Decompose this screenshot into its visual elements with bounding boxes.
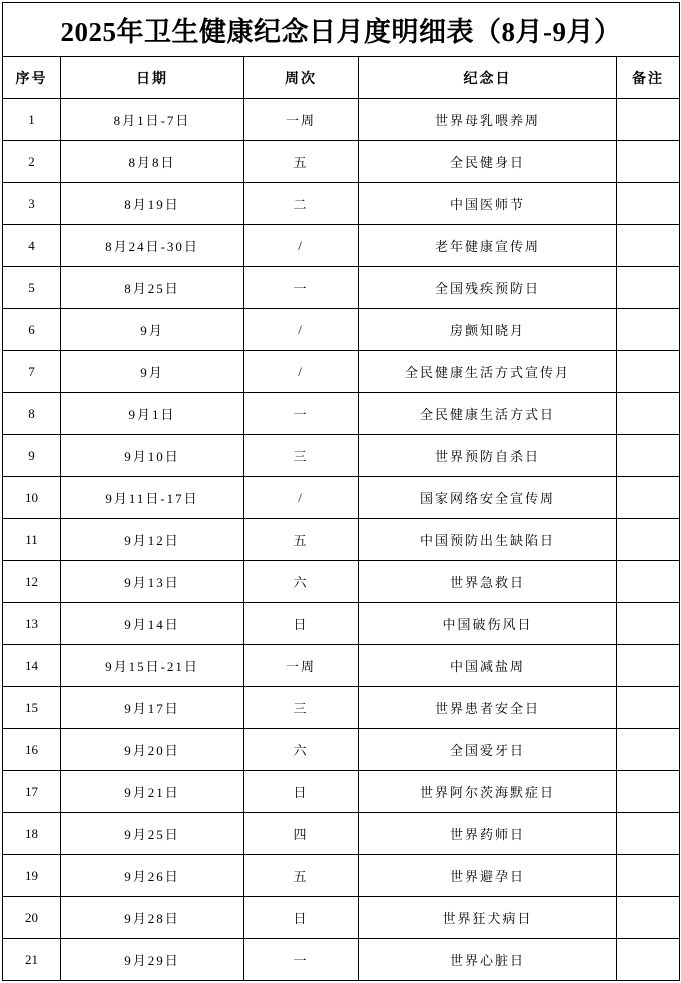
cell-event: 中国破伤风日 bbox=[359, 603, 617, 645]
cell-date: 9月28日 bbox=[61, 897, 244, 939]
cell-no: 16 bbox=[3, 729, 61, 771]
cell-event: 中国减盐周 bbox=[359, 645, 617, 687]
cell-event: 全民健身日 bbox=[359, 141, 617, 183]
cell-weekday: / bbox=[244, 225, 359, 267]
cell-no: 4 bbox=[3, 225, 61, 267]
cell-date: 9月 bbox=[61, 309, 244, 351]
cell-event: 全国残疾预防日 bbox=[359, 267, 617, 309]
cell-no: 15 bbox=[3, 687, 61, 729]
cell-weekday: 五 bbox=[244, 855, 359, 897]
cell-date: 9月29日 bbox=[61, 939, 244, 981]
cell-remark bbox=[617, 813, 680, 855]
table-row bbox=[3, 309, 680, 351]
cell-remark bbox=[617, 141, 680, 183]
cell-no: 8 bbox=[3, 393, 61, 435]
cell-remark bbox=[617, 351, 680, 393]
cell-remark bbox=[617, 561, 680, 603]
table-row bbox=[3, 519, 680, 561]
cell-date: 9月1日 bbox=[61, 393, 244, 435]
cell-remark bbox=[617, 645, 680, 687]
cell-weekday: 五 bbox=[244, 141, 359, 183]
cell-weekday: 日 bbox=[244, 771, 359, 813]
table-row bbox=[3, 729, 680, 771]
table-row bbox=[3, 561, 680, 603]
cell-date: 8月19日 bbox=[61, 183, 244, 225]
cell-weekday: 日 bbox=[244, 897, 359, 939]
column-header-remark: 备注 bbox=[617, 57, 680, 99]
cell-remark bbox=[617, 855, 680, 897]
cell-remark bbox=[617, 687, 680, 729]
column-header-date: 日期 bbox=[61, 57, 244, 99]
cell-weekday: 三 bbox=[244, 687, 359, 729]
cell-weekday: 六 bbox=[244, 729, 359, 771]
cell-weekday: 一周 bbox=[244, 645, 359, 687]
header-row bbox=[3, 57, 680, 99]
cell-weekday: / bbox=[244, 351, 359, 393]
cell-remark bbox=[617, 183, 680, 225]
table-body bbox=[3, 99, 680, 981]
cell-date: 9月14日 bbox=[61, 603, 244, 645]
cell-no: 12 bbox=[3, 561, 61, 603]
cell-no: 2 bbox=[3, 141, 61, 183]
table-row bbox=[3, 267, 680, 309]
cell-event: 中国医师节 bbox=[359, 183, 617, 225]
cell-weekday: 一 bbox=[244, 267, 359, 309]
cell-event: 中国预防出生缺陷日 bbox=[359, 519, 617, 561]
cell-remark bbox=[617, 729, 680, 771]
cell-no: 13 bbox=[3, 603, 61, 645]
cell-weekday: 一周 bbox=[244, 99, 359, 141]
cell-event: 国家网络安全宣传周 bbox=[359, 477, 617, 519]
cell-date: 9月 bbox=[61, 351, 244, 393]
cell-date: 9月15日-21日 bbox=[61, 645, 244, 687]
table-row bbox=[3, 225, 680, 267]
column-header-event: 纪念日 bbox=[359, 57, 617, 99]
cell-no: 18 bbox=[3, 813, 61, 855]
cell-weekday: 日 bbox=[244, 603, 359, 645]
column-header-no: 序号 bbox=[3, 57, 61, 99]
cell-date: 9月20日 bbox=[61, 729, 244, 771]
cell-no: 17 bbox=[3, 771, 61, 813]
cell-remark bbox=[617, 939, 680, 981]
cell-date: 9月21日 bbox=[61, 771, 244, 813]
cell-weekday: 二 bbox=[244, 183, 359, 225]
cell-event: 世界阿尔茨海默症日 bbox=[359, 771, 617, 813]
table-row bbox=[3, 393, 680, 435]
cell-date: 9月10日 bbox=[61, 435, 244, 477]
cell-event: 世界急救日 bbox=[359, 561, 617, 603]
cell-remark bbox=[617, 519, 680, 561]
cell-remark bbox=[617, 225, 680, 267]
cell-remark bbox=[617, 99, 680, 141]
table-row bbox=[3, 939, 680, 981]
cell-event: 世界预防自杀日 bbox=[359, 435, 617, 477]
cell-date: 9月13日 bbox=[61, 561, 244, 603]
cell-no: 19 bbox=[3, 855, 61, 897]
cell-date: 9月26日 bbox=[61, 855, 244, 897]
cell-date: 9月12日 bbox=[61, 519, 244, 561]
table-row bbox=[3, 183, 680, 225]
cell-event: 全国爱牙日 bbox=[359, 729, 617, 771]
table-row bbox=[3, 99, 680, 141]
cell-no: 5 bbox=[3, 267, 61, 309]
column-header-weekday: 周次 bbox=[244, 57, 359, 99]
cell-event: 老年健康宣传周 bbox=[359, 225, 617, 267]
cell-no: 11 bbox=[3, 519, 61, 561]
cell-remark bbox=[617, 435, 680, 477]
cell-no: 20 bbox=[3, 897, 61, 939]
cell-date: 8月24日-30日 bbox=[61, 225, 244, 267]
cell-event: 世界患者安全日 bbox=[359, 687, 617, 729]
cell-weekday: 三 bbox=[244, 435, 359, 477]
page-title: 2025年卫生健康纪念日月度明细表（8月-9月） bbox=[3, 3, 680, 57]
cell-weekday: 一 bbox=[244, 939, 359, 981]
cell-weekday: 六 bbox=[244, 561, 359, 603]
cell-no: 10 bbox=[3, 477, 61, 519]
table-row bbox=[3, 855, 680, 897]
cell-weekday: / bbox=[244, 309, 359, 351]
cell-no: 1 bbox=[3, 99, 61, 141]
cell-remark bbox=[617, 267, 680, 309]
cell-remark bbox=[617, 897, 680, 939]
cell-event: 世界心脏日 bbox=[359, 939, 617, 981]
cell-event: 世界狂犬病日 bbox=[359, 897, 617, 939]
table-row bbox=[3, 477, 680, 519]
cell-event: 世界药师日 bbox=[359, 813, 617, 855]
table-row bbox=[3, 141, 680, 183]
cell-event: 全民健康生活方式宣传月 bbox=[359, 351, 617, 393]
table-row bbox=[3, 435, 680, 477]
cell-date: 8月8日 bbox=[61, 141, 244, 183]
cell-no: 9 bbox=[3, 435, 61, 477]
cell-remark bbox=[617, 603, 680, 645]
cell-date: 9月11日-17日 bbox=[61, 477, 244, 519]
title-row bbox=[3, 3, 680, 57]
cell-weekday: 四 bbox=[244, 813, 359, 855]
cell-no: 14 bbox=[3, 645, 61, 687]
cell-date: 9月25日 bbox=[61, 813, 244, 855]
table-row bbox=[3, 813, 680, 855]
table-row bbox=[3, 771, 680, 813]
cell-event: 全民健康生活方式日 bbox=[359, 393, 617, 435]
table-row bbox=[3, 645, 680, 687]
cell-weekday: 一 bbox=[244, 393, 359, 435]
table-row bbox=[3, 603, 680, 645]
cell-event: 世界避孕日 bbox=[359, 855, 617, 897]
cell-remark bbox=[617, 771, 680, 813]
table-row bbox=[3, 687, 680, 729]
commemoration-days-table bbox=[2, 2, 680, 981]
cell-weekday: 五 bbox=[244, 519, 359, 561]
cell-no: 6 bbox=[3, 309, 61, 351]
cell-no: 21 bbox=[3, 939, 61, 981]
cell-remark bbox=[617, 477, 680, 519]
cell-date: 9月17日 bbox=[61, 687, 244, 729]
cell-remark bbox=[617, 309, 680, 351]
cell-remark bbox=[617, 393, 680, 435]
cell-event: 房颤知晓月 bbox=[359, 309, 617, 351]
cell-date: 8月1日-7日 bbox=[61, 99, 244, 141]
cell-event: 世界母乳喂养周 bbox=[359, 99, 617, 141]
cell-date: 8月25日 bbox=[61, 267, 244, 309]
table-row bbox=[3, 897, 680, 939]
table-row bbox=[3, 351, 680, 393]
cell-no: 3 bbox=[3, 183, 61, 225]
cell-no: 7 bbox=[3, 351, 61, 393]
cell-weekday: / bbox=[244, 477, 359, 519]
